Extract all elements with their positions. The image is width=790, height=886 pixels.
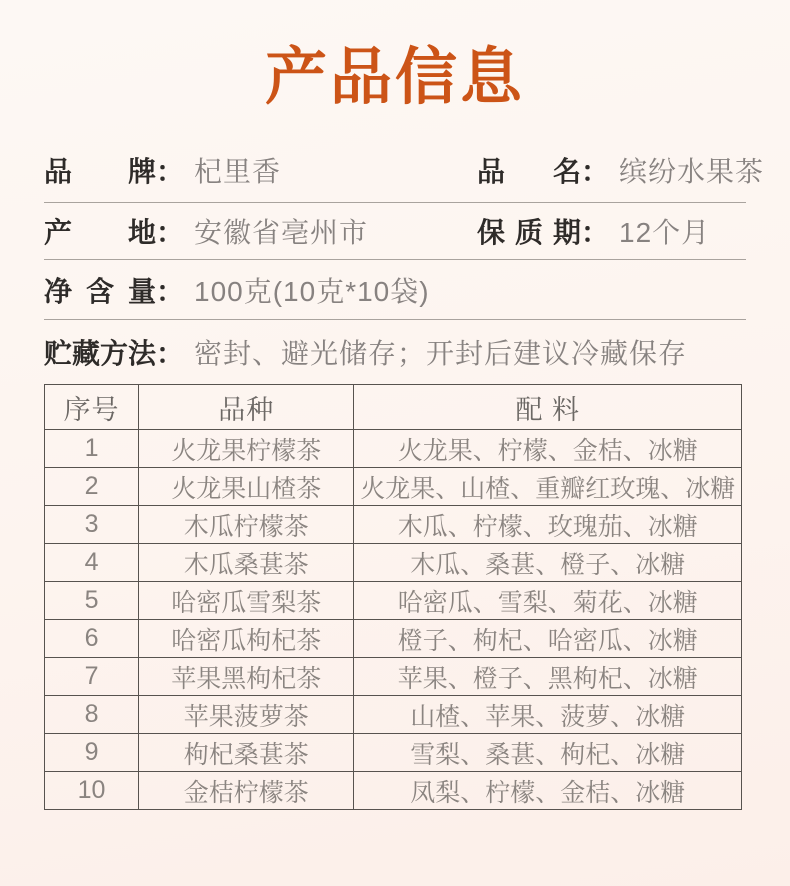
table-cell-no: 4 xyxy=(45,544,139,582)
table-cell-ingredients: 火龙果、柠檬、金桔、冰糖 xyxy=(354,430,742,468)
shelf-life-value: 12个月 xyxy=(619,217,711,248)
table-cell-no: 2 xyxy=(45,468,139,506)
table-cell-variety: 木瓜柠檬茶 xyxy=(139,506,354,544)
table-cell-ingredients: 苹果、橙子、黑枸杞、冰糖 xyxy=(354,658,742,696)
table-cell-ingredients: 火龙果、山楂、重瓣红玫瑰、冰糖 xyxy=(354,468,742,506)
brand-label: 品牌 xyxy=(44,156,156,187)
net-content-field xyxy=(44,270,746,310)
net-content-colon: ： xyxy=(156,275,185,307)
table-row xyxy=(45,430,742,468)
table-cell-no: 3 xyxy=(45,506,139,544)
shelf-life-colon: ： xyxy=(581,217,610,248)
table-cell-ingredients: 哈密瓜、雪梨、菊花、冰糖 xyxy=(354,582,742,620)
table-header-ingredients: 配 料 xyxy=(354,385,742,430)
ingredients-table xyxy=(44,384,742,810)
info-row-origin-shelflife xyxy=(44,203,746,259)
table-row xyxy=(45,620,742,658)
table-header-variety: 品种 xyxy=(139,385,354,430)
info-row-brand-name xyxy=(44,122,765,202)
product-name-label: 品名 xyxy=(477,156,581,187)
table-row xyxy=(45,468,742,506)
brand-field xyxy=(44,150,477,190)
ingredients-table-head-row xyxy=(45,385,742,430)
table-row xyxy=(45,772,742,810)
storage-field xyxy=(44,332,746,372)
table-cell-no: 8 xyxy=(45,696,139,734)
table-row xyxy=(45,544,742,582)
table-cell-variety: 枸杞桑葚茶 xyxy=(139,734,354,772)
table-cell-ingredients: 橙子、枸杞、哈密瓜、冰糖 xyxy=(354,620,742,658)
product-name-value: 缤纷水果茶 xyxy=(619,156,765,187)
table-cell-ingredients: 雪梨、桑葚、枸杞、冰糖 xyxy=(354,734,742,772)
table-cell-no: 10 xyxy=(45,772,139,810)
table-cell-ingredients: 木瓜、柠檬、玫瑰茄、冰糖 xyxy=(354,506,742,544)
table-cell-variety: 金桔柠檬茶 xyxy=(139,772,354,810)
shelf-life-label: 保质期 xyxy=(477,217,581,248)
table-cell-no: 7 xyxy=(45,658,139,696)
table-cell-variety: 哈密瓜雪梨茶 xyxy=(139,582,354,620)
table-cell-ingredients: 山楂、苹果、菠萝、冰糖 xyxy=(354,696,742,734)
table-cell-ingredients: 凤梨、柠檬、金桔、冰糖 xyxy=(354,772,742,810)
origin-field xyxy=(44,211,477,251)
table-row xyxy=(45,506,742,544)
storage-label: 贮藏方法 xyxy=(44,337,157,369)
table-cell-no: 6 xyxy=(45,620,139,658)
table-cell-variety: 哈密瓜枸杞茶 xyxy=(139,620,354,658)
table-header-no: 序号 xyxy=(45,385,139,430)
table-cell-no: 1 xyxy=(45,430,139,468)
table-row xyxy=(45,734,742,772)
table-cell-variety: 火龙果柠檬茶 xyxy=(139,430,354,468)
table-cell-no: 9 xyxy=(45,734,139,772)
table-row xyxy=(45,696,742,734)
net-content-label: 净含量 xyxy=(44,275,156,307)
table-row xyxy=(45,658,742,696)
storage-value: 密封、避光储存；开封后建议冷藏保存 xyxy=(194,337,688,369)
table-cell-variety: 苹果菠萝茶 xyxy=(139,696,354,734)
table-cell-variety: 苹果黑枸杞茶 xyxy=(139,658,354,696)
page-title: 产品信息 xyxy=(264,43,525,112)
table-cell-no: 5 xyxy=(45,582,139,620)
info-row-net-content xyxy=(44,260,746,319)
brand-value: 杞里香 xyxy=(194,156,282,187)
table-cell-variety: 火龙果山楂茶 xyxy=(139,468,354,506)
info-row-storage xyxy=(44,320,746,383)
storage-colon: ： xyxy=(156,337,185,369)
table-row xyxy=(45,582,742,620)
product-name-colon: ： xyxy=(581,156,610,187)
brand-colon: ： xyxy=(156,156,185,187)
origin-label: 产地 xyxy=(44,217,156,248)
origin-value: 安徽省亳州市 xyxy=(194,217,369,248)
origin-colon: ： xyxy=(156,217,185,248)
ingredients-table-body xyxy=(45,430,742,810)
table-cell-ingredients: 木瓜、桑葚、橙子、冰糖 xyxy=(354,544,742,582)
shelf-life-field xyxy=(477,211,746,251)
net-content-value: 100克(10克*10袋) xyxy=(194,275,430,307)
table-cell-variety: 木瓜桑葚茶 xyxy=(139,544,354,582)
product-name-field xyxy=(477,150,764,190)
